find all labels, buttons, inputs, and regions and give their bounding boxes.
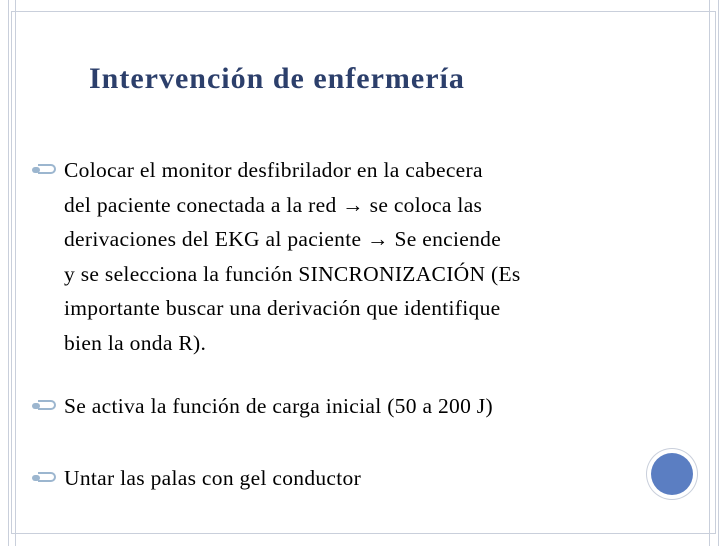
bullet-line: Se activa la función de carga inicial (50 a 200 J): [64, 394, 493, 418]
bullet-line: importante buscar una derivación que identifique: [64, 296, 501, 320]
left-rail-outer: [8, 0, 9, 546]
bullet-line: Colocar el monitor desfibrilador en la cabecera: [64, 158, 483, 182]
bullet-item: [64, 153, 644, 360]
bullet-item: [64, 461, 644, 496]
bullet-line: Untar las palas con gel conductor: [64, 466, 362, 490]
slide-title: Intervención de enfermería: [89, 62, 465, 95]
right-rail-outer: [718, 0, 719, 546]
bullet-line: derivaciones del EKG al paciente → Se enciende: [64, 227, 502, 251]
bullet-marker-icon: [38, 164, 56, 174]
bullet-line: y se selecciona la función SINCRONIZACIÓN (Es: [64, 261, 521, 286]
bullet-marker-icon: [38, 400, 56, 410]
decorative-orb: [651, 453, 693, 495]
bullet-line: bien la onda R).: [64, 330, 207, 355]
bullet-item: [64, 389, 644, 424]
bullet-line: del paciente conectada a la red → se coloca las: [64, 192, 483, 217]
bullet-marker-icon: [38, 472, 56, 482]
